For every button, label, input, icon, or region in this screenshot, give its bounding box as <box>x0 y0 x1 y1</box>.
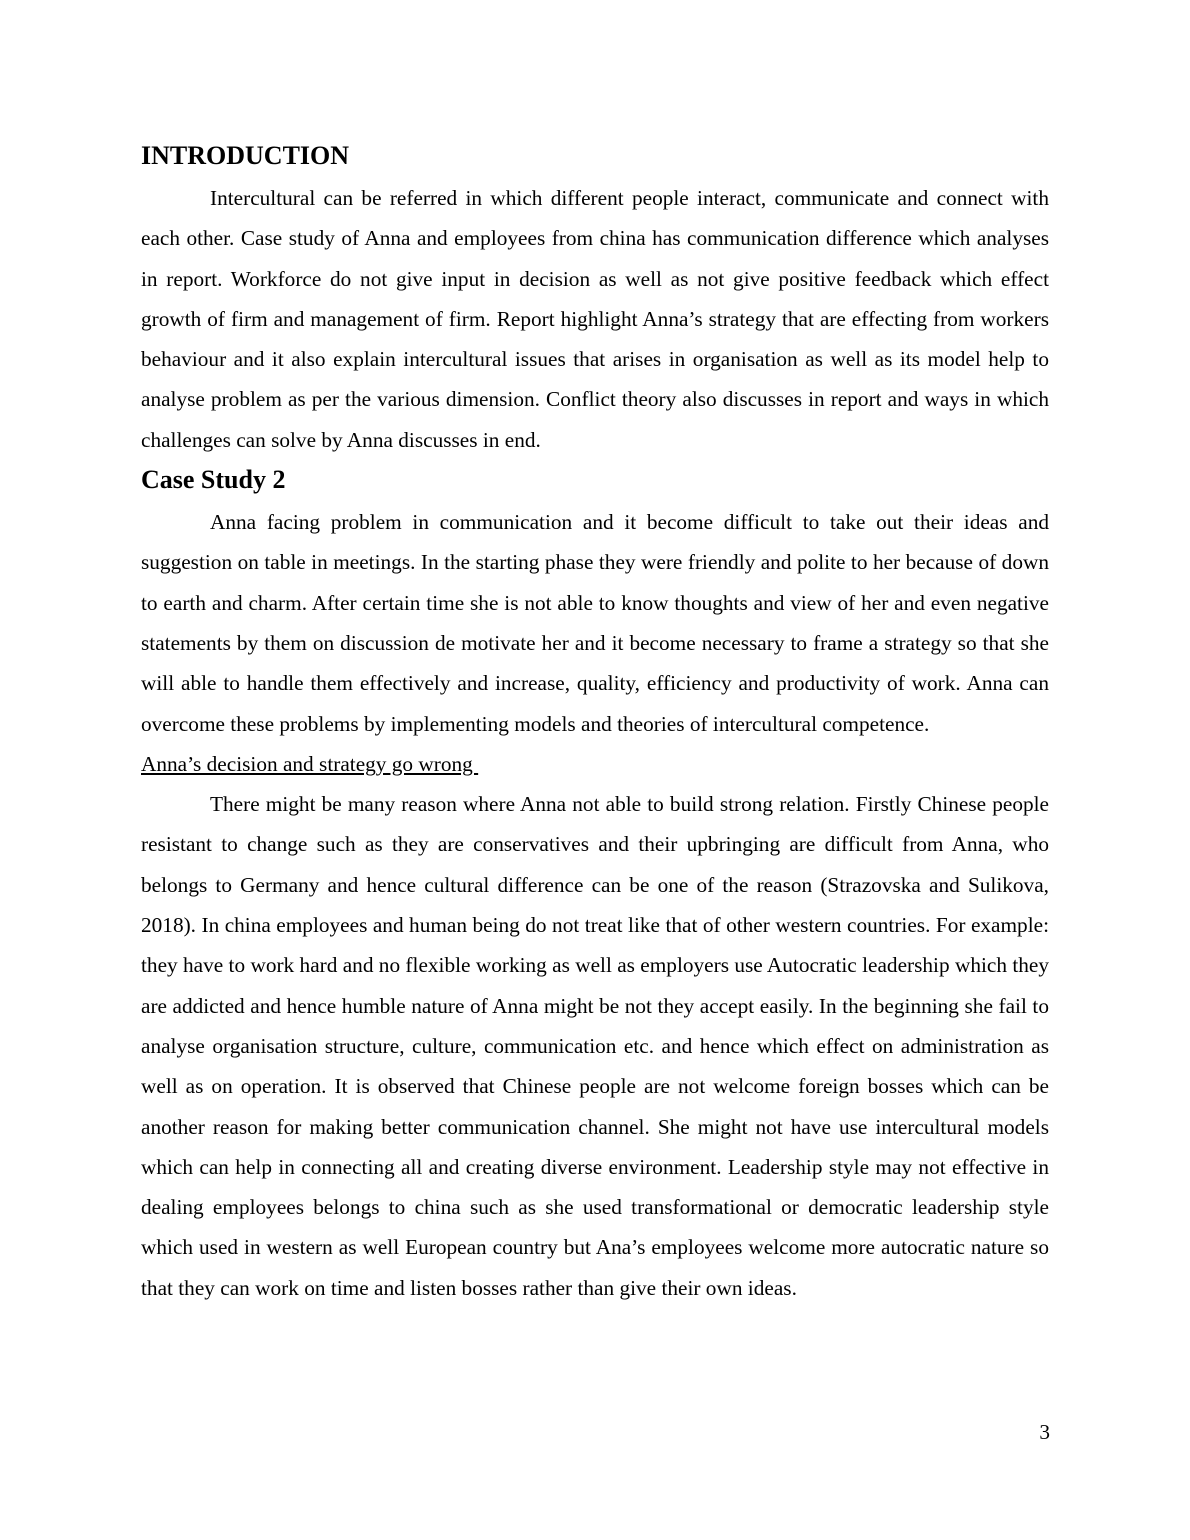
case-study-heading: Case Study 2 <box>141 465 286 495</box>
decision-strategy-subheading: Anna’s decision and strategy go wrong <box>141 751 479 776</box>
decision-strategy-paragraph: There might be many reason where Anna not able to build strong relation. Firstly Chinese people resistant to change such as they are conservatives and their upbringing are difficult from Anna, who belongs to Germany and hence cultural difference can be one of the reason (Strazovska and Sulikova, 2018). In china employees and human being do not treat like that of other western countries. For example: they have to work hard and no flexible working as well as employers use Autocratic leadership which they are addicted and hence humble nature of Anna might be not they accept easily. In the beginning she fail to analyse organisation structure, culture, communication etc. and hence which effect on administration as well as on operation. It is observed that Chinese people are not welcome foreign bosses which can be another reason for making better communication channel. She might not have use intercultural models which can help in connecting all and creating diverse environment. Leadership style may not effective in dealing employees belongs to china such as she used transformational or democratic leadership style which used in western as well European country but Ana’s employees welcome more autocratic nature so that they can work on time and listen bosses rather than give their own ideas. <box>141 792 1049 1300</box>
introduction-paragraph: Intercultural can be referred in which different people interact, communicate and connect with each other. Case study of Anna and employees from china has communication difference which analyses in report. Workforce do not give input in decision as well as not give positive feedback which effect growth of firm and management of firm. Report highlight Anna’s strategy that are effecting from workers behaviour and it also explain intercultural issues that arises in organisation as well as its model help to analyse problem as per the various dimension. Conflict theory also discusses in report and ways in which challenges can solve by Anna discusses in end. <box>141 186 1049 452</box>
page-content <box>141 138 1049 1308</box>
page-number: 3 <box>1039 1420 1050 1444</box>
case-study-paragraph: Anna facing problem in communication and it become difficult to take out their ideas and suggestion on table in meetings. In the starting phase they were friendly and polite to her because of down to earth and charm. After certain time she is not able to know thoughts and view of her and even negative statements by them on discussion de motivate her and it become necessary to frame a strategy so that she will able to handle them effectively and increase, quality, efficiency and productivity of work. Anna can overcome these problems by implementing models and theories of intercultural competence. <box>141 510 1049 736</box>
introduction-heading: INTRODUCTION <box>141 141 350 170</box>
